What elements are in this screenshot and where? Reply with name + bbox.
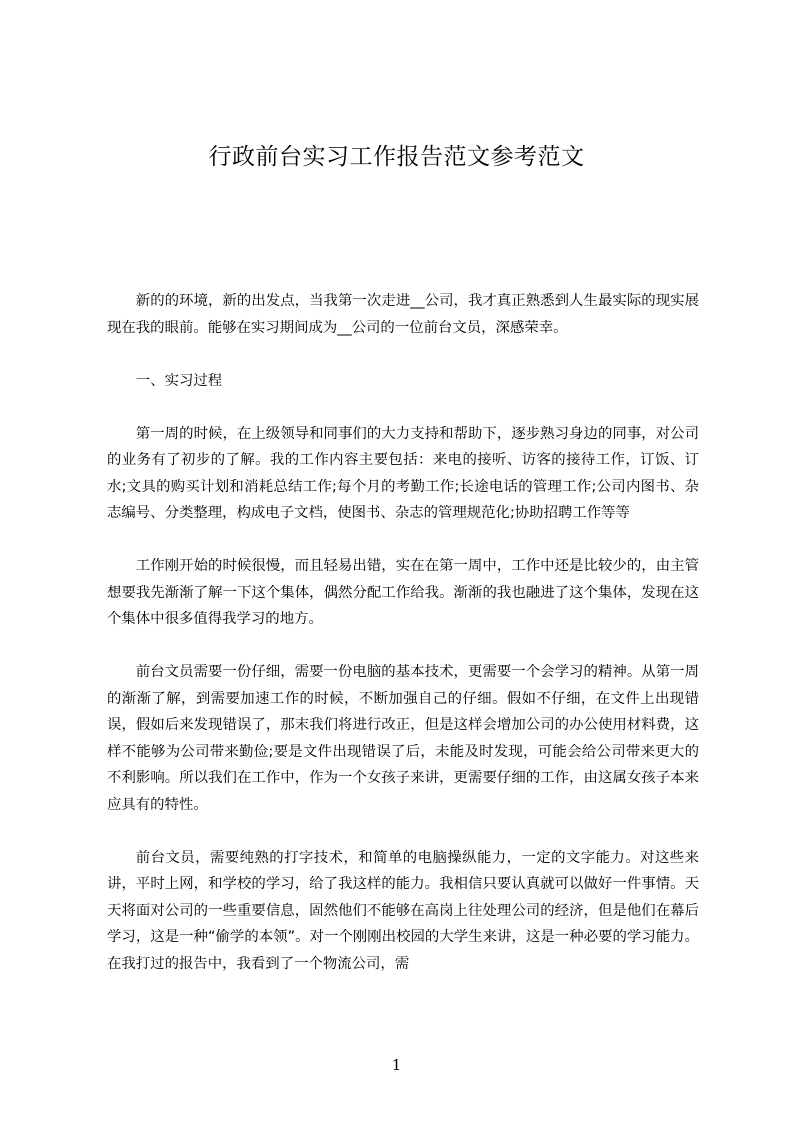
document-body (107, 288, 699, 1004)
paragraph-starting-work: 工作刚开始的时候很慢，而且轻易出错，实在在第一周中，工作中还是比较少的，由主管想要我先渐渐了解一下这个集体，偶然分配工作给我。渐渐的我也融进了这个集体，发现在这个集体中很多值得我学习的地方。 (107, 558, 699, 627)
page-number: 1 (391, 1056, 402, 1074)
paragraph-carefulness: 前台文员需要一份仔细，需要一份电脑的基本技术，更需要一个会学习的精神。从第一周的渐渐了解，到需要加速工作的时候，不断加强自己的仔细。假如不仔细，在文件上出现错误，假如后来发现错误了，那末我们将进行改正，但是这样会增加公司的办公使用材料费，这样不能够为公司带来勤俭;要是文件出现错误了后，未能及时发现，可能会给公司带来更大的不利影响。所以我们在工作中，作为一个女孩子来讲，更需要仔细的工作，由这属女孩子本来应具有的特性。 (107, 664, 699, 813)
document-title: 行政前台实习工作报告范文参考范文 (208, 144, 585, 170)
paragraph-intro: 新的的环境，新的出发点，当我第一次走进__公司，我才真正熟悉到人生最实际的现实展现在我的眼前。能够在实习期间成为__公司的一位前台文员，深感荣幸。 (107, 293, 699, 336)
paragraph-skills: 前台文员，需要纯熟的打字技术，和简单的电脑操纵能力，一定的文字能力。对这些来讲，平时上网，和学校的学习，给了我这样的能力。我相信只要认真就可以做好一件事情。天天将面对公司的一些重要信息，固然他们不能够在高岗上往处理公司的经济，但是他们在幕后学习，这是一种“偷学的本领”。对一个刚刚出校园的大学生来讲，这是一种必要的学习能力。在我打过的报告中，我看到了一个物流公司，需 (107, 849, 699, 972)
section-heading-internship-process: 一、实习过程 (135, 372, 223, 389)
paragraph-first-week: 第一周的时候，在上级领导和同事们的大力支持和帮助下，逐步熟习身边的同事，对公司的业务有了初步的了解。我的工作内容主要包括：来电的接听、访客的接待工作，订饭、订水;文具的购买计划和消耗总结工作;每个月的考勤工作;长途电话的管理工作;公司内图书、杂志编号、分类整理，构成电子文档，使图书、杂志的管理规范化;协助招聘工作等等 (107, 425, 699, 521)
